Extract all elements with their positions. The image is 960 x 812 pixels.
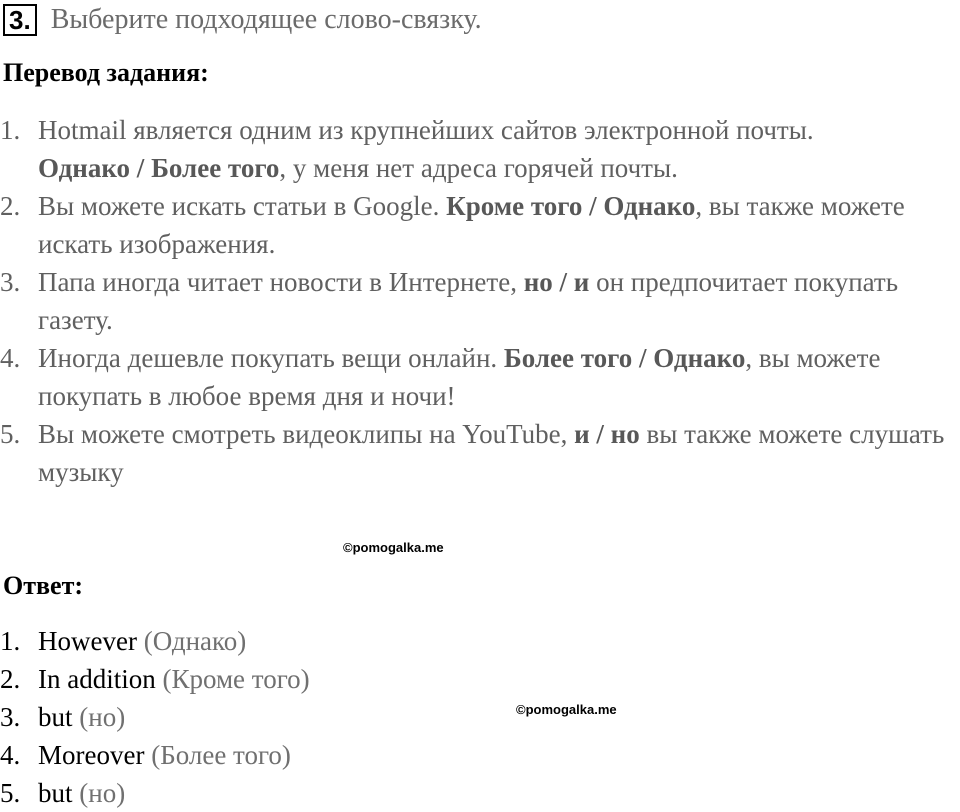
item-number: 3. bbox=[0, 702, 21, 732]
item-number: 5. bbox=[0, 778, 21, 808]
answer-item bbox=[0, 622, 960, 660]
sentence-text: , вы также можете искать изображения. bbox=[38, 191, 905, 259]
task-header bbox=[3, 2, 482, 38]
connector-options: Кроме того / Однако bbox=[446, 191, 696, 221]
translation-list bbox=[0, 111, 960, 491]
answer-list bbox=[0, 622, 960, 812]
sentence-text: Вы можете искать статьи в Google. bbox=[38, 191, 447, 221]
item-number: 4. bbox=[0, 343, 21, 373]
task-number-badge: 3. bbox=[3, 4, 37, 36]
connector-options: но / и bbox=[523, 267, 590, 297]
answer-item bbox=[0, 736, 960, 774]
item-number: 4. bbox=[0, 740, 21, 770]
task-instruction: Выберите подходящее слово-связку. bbox=[50, 4, 482, 35]
answer-title: Ответ: bbox=[3, 571, 84, 600]
answer-english: but bbox=[38, 702, 73, 732]
answer-english: However bbox=[38, 626, 137, 656]
translation-title: Перевод задания: bbox=[3, 58, 209, 87]
translation-item bbox=[0, 263, 960, 339]
answer-item bbox=[0, 698, 960, 736]
answer-english: In addition bbox=[38, 664, 156, 694]
answer-translation: (но) bbox=[72, 702, 126, 732]
watermark: ©pomogalka.me bbox=[516, 702, 617, 717]
sentence-text: вы также можете слушать музыку bbox=[38, 419, 945, 487]
sentence-text: Папа иногда читает новости в Интернете, bbox=[38, 267, 524, 297]
answer-item bbox=[0, 774, 960, 812]
translation-item bbox=[0, 339, 960, 415]
answer-english: but bbox=[38, 778, 73, 808]
translation-item bbox=[0, 415, 960, 491]
answer-translation: (Кроме того) bbox=[155, 664, 310, 694]
item-number: 1. bbox=[0, 115, 21, 145]
sentence-text: , вы можете покупать в любое время дня и ночи! bbox=[38, 343, 881, 411]
sentence-text: Иногда дешевле покупать вещи онлайн. bbox=[38, 343, 504, 373]
item-number: 2. bbox=[0, 191, 21, 221]
connector-options: и / но bbox=[574, 419, 640, 449]
connector-options: Более того / Однако bbox=[503, 343, 746, 373]
connector-options: Однако / Более того bbox=[38, 153, 280, 183]
answer-translation: (но) bbox=[72, 778, 126, 808]
answer-translation: (Однако) bbox=[136, 626, 247, 656]
watermark: ©pomogalka.me bbox=[343, 540, 444, 555]
item-number: 1. bbox=[0, 626, 21, 656]
answer-english: Moreover bbox=[38, 740, 145, 770]
translation-item bbox=[0, 111, 960, 187]
item-number: 5. bbox=[0, 419, 21, 449]
sentence-text: он предпочитает покупать газету. bbox=[38, 267, 899, 335]
answer-translation: (Более того) bbox=[144, 740, 291, 770]
sentence-text: Hotmail является одним из крупнейших сайтов электронной почты. bbox=[38, 115, 814, 145]
item-number: 2. bbox=[0, 664, 21, 694]
item-number: 3. bbox=[0, 267, 21, 297]
sentence-text: Вы можете смотреть видеоклипы на YouTube, bbox=[38, 419, 575, 449]
answer-item bbox=[0, 660, 960, 698]
sentence-text: , у меня нет адреса горячей почты. bbox=[279, 153, 678, 183]
translation-item bbox=[0, 187, 960, 263]
